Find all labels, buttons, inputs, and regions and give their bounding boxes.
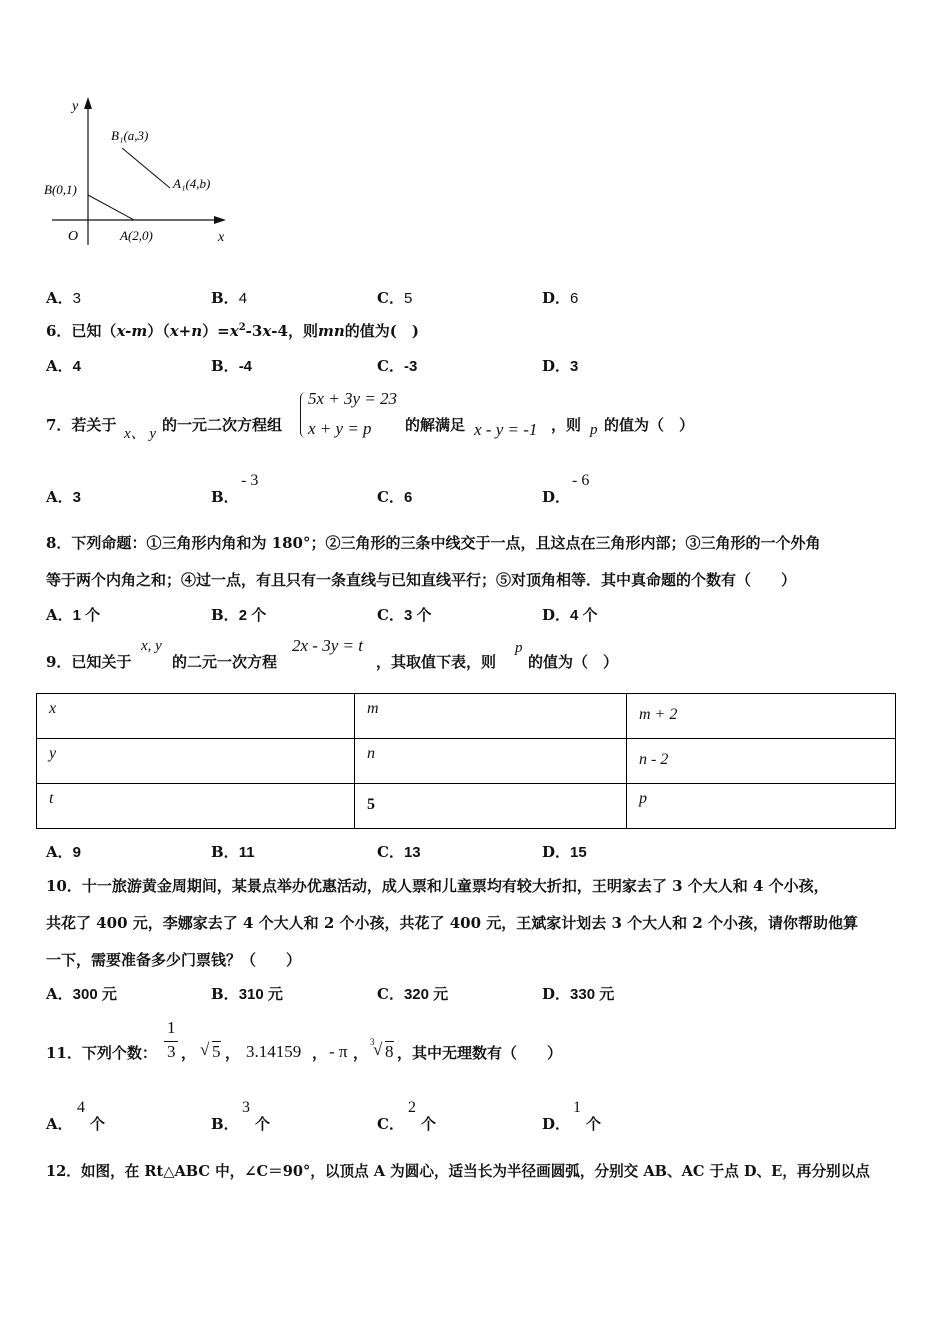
q7-mid2: 的解满足: [405, 416, 466, 434]
segment-a1b1: [122, 148, 170, 188]
q6-option-b[interactable]: B．-4: [211, 357, 253, 375]
q11-sep-1: ，: [181, 1044, 197, 1062]
q11-sep-3: ，: [312, 1044, 328, 1062]
q8-option-a[interactable]: A．1 个: [46, 606, 101, 624]
q9-vars: x, y: [141, 638, 162, 654]
q10-line-3: 一下，需要准备多少门票钱？（ ）: [46, 951, 302, 969]
q7-mid3: ，则: [551, 416, 582, 434]
equation-system-brace: [300, 392, 307, 438]
q8-line-2: 等于两个内角之和；④过一点，有且只有一条直线与已知直线平行；⑤对顶角相等．其中真命题的个数有（ ）: [46, 571, 797, 589]
q10-line-2: 共花了 400 元，李娜家去了 4 个大人和 2 个小孩，共花了 400 元，王斌家计划去 3 个大人和 2 个小孩，请你帮助他算: [46, 914, 859, 932]
table-cell: n - 2: [627, 739, 896, 784]
q11-option-d[interactable]: D．: [542, 1115, 571, 1133]
y-axis-label: y: [72, 99, 79, 114]
q11-prefix: 11．下列个数：: [46, 1044, 157, 1062]
q7-mid: 的一元二次方程组: [162, 416, 283, 434]
q6-option-c[interactable]: C．-3: [377, 357, 418, 375]
q11-option-b-unit: 个: [255, 1115, 271, 1133]
q7-equation-2: x + y = p: [308, 419, 372, 438]
q11-option-c-unit: 个: [421, 1115, 437, 1133]
table-cell: n: [355, 739, 627, 784]
q11-neg-pi: - π: [329, 1042, 348, 1061]
q10-option-a[interactable]: A．300 元: [46, 985, 117, 1003]
q6-stem: 6．已知$(x-m)(x+n)=x^2-3x-4$，则mn的值为( ): [46, 322, 419, 340]
q8-line-1: 8．下列命题：①三角形内角和为 180°；②三角形的三条中线交于一点，且这点在三角形内部；③三角形的一个外角: [46, 534, 821, 552]
q11-fraction-denominator: 3: [167, 1042, 176, 1061]
cbrt-sign: √: [373, 1040, 383, 1059]
segment-ab: [88, 195, 134, 220]
q7-option-b-value: - 3: [241, 472, 259, 489]
q5-option-a[interactable]: A．3: [46, 289, 81, 307]
value-table: [36, 693, 896, 829]
table-row: [37, 739, 896, 784]
table-cell: y: [37, 739, 355, 784]
point-b1-label: B₁(a,3): [111, 128, 149, 143]
q7-end: 的值为（ ）: [604, 416, 695, 434]
q5-option-c[interactable]: C．5: [377, 289, 413, 307]
q10-option-d[interactable]: D．330 元: [542, 985, 615, 1003]
point-a-label: A(2,0): [120, 228, 153, 243]
q7-prefix: 7．若关于: [46, 416, 117, 434]
q11-option-b[interactable]: B．: [211, 1115, 239, 1133]
q11-option-a[interactable]: A．: [46, 1115, 73, 1133]
table-cell: x: [37, 694, 355, 739]
table-cell: p: [627, 784, 896, 829]
q8-option-c[interactable]: C．3 个: [377, 606, 432, 624]
q9-var-p: p: [515, 640, 523, 656]
q9-mid: 的二元一次方程: [172, 653, 278, 671]
q12-line-1: 12．如图，在 Rt△ABC 中，∠C＝90°，以顶点 A 为圆心，适当长为半径画圆弧，分别交 AB、AC 于点 D、E，再分别以点: [46, 1163, 870, 1180]
table-row: [37, 784, 896, 829]
q7-option-c[interactable]: C．6: [377, 488, 413, 506]
q7-option-a[interactable]: A．3: [46, 488, 81, 506]
q9-mid2: ，其取值下表，则: [376, 653, 497, 671]
q11-option-d-unit: 个: [586, 1115, 602, 1133]
q9-equation: 2x - 3y = t: [292, 636, 363, 655]
q11-option-b-num: 3: [242, 1099, 250, 1116]
table-cell: 5: [355, 784, 627, 829]
q9-option-a[interactable]: A．9: [46, 843, 81, 861]
q8-option-b[interactable]: B．2 个: [211, 606, 267, 624]
q11-cbrt-8: 8: [385, 1042, 394, 1061]
q11-option-c[interactable]: C．: [377, 1115, 404, 1133]
q11-option-d-num: 1: [573, 1099, 581, 1116]
q11-option-c-num: 2: [408, 1099, 416, 1116]
q6-option-d[interactable]: D．3: [542, 357, 579, 375]
table-cell: m + 2: [627, 694, 896, 739]
q9-option-c[interactable]: C．13: [377, 843, 421, 861]
sqrt-sign: √: [200, 1040, 210, 1059]
x-axis-label: x: [218, 230, 225, 245]
q7-option-b[interactable]: B．: [211, 488, 239, 506]
q7-option-d-value: - 6: [572, 472, 590, 489]
point-b-label: B(0,1): [44, 182, 77, 197]
q11-option-a-num: 4: [77, 1099, 85, 1116]
q11-number: 3.14159: [246, 1042, 302, 1061]
q11-option-a-unit: 个: [90, 1115, 106, 1133]
q6-option-a[interactable]: A．4: [46, 357, 81, 375]
q11-cbrt-index: 3: [370, 1037, 375, 1047]
q11-end: ，其中无理数有（ ）: [397, 1044, 563, 1062]
q5-option-d[interactable]: D．6: [542, 289, 579, 307]
origin-label: O: [68, 229, 79, 244]
q7-equation-1: 5x + 3y = 23: [308, 389, 398, 408]
table-row: [37, 694, 896, 739]
q11-sep-2: ，: [225, 1044, 241, 1062]
q10-option-c[interactable]: C．320 元: [377, 985, 449, 1003]
table-cell: t: [37, 784, 355, 829]
q7-condition: x - y = -1: [474, 420, 538, 439]
q10-option-b[interactable]: B．310 元: [211, 985, 283, 1003]
q10-line-1: 10．十一旅游黄金周期间，某景点举办优惠活动，成人票和儿童票均有较大折扣，王明家去了 3 个大人和 4 个小孩，: [46, 877, 829, 895]
q9-option-d[interactable]: D．15: [542, 843, 587, 861]
q11-sqrt-5: 5: [212, 1042, 221, 1061]
point-a1-label: A₁(4,b): [173, 176, 211, 191]
q5-option-b[interactable]: B．4: [211, 289, 248, 307]
q7-vars: x、 y: [124, 426, 157, 442]
q7-var-p: p: [590, 422, 598, 438]
q7-option-d[interactable]: D．: [542, 488, 571, 506]
q8-option-d[interactable]: D．4 个: [542, 606, 598, 624]
q9-prefix: 9．已知关于: [46, 653, 132, 671]
q11-sep-4: ，: [353, 1044, 369, 1062]
q11-fraction-numerator: 1: [167, 1018, 176, 1037]
table-cell: m: [355, 694, 627, 739]
q9-option-b[interactable]: B．11: [211, 843, 255, 861]
coordinate-graph: [40, 95, 240, 255]
q9-end: 的值为（ ）: [528, 653, 619, 671]
